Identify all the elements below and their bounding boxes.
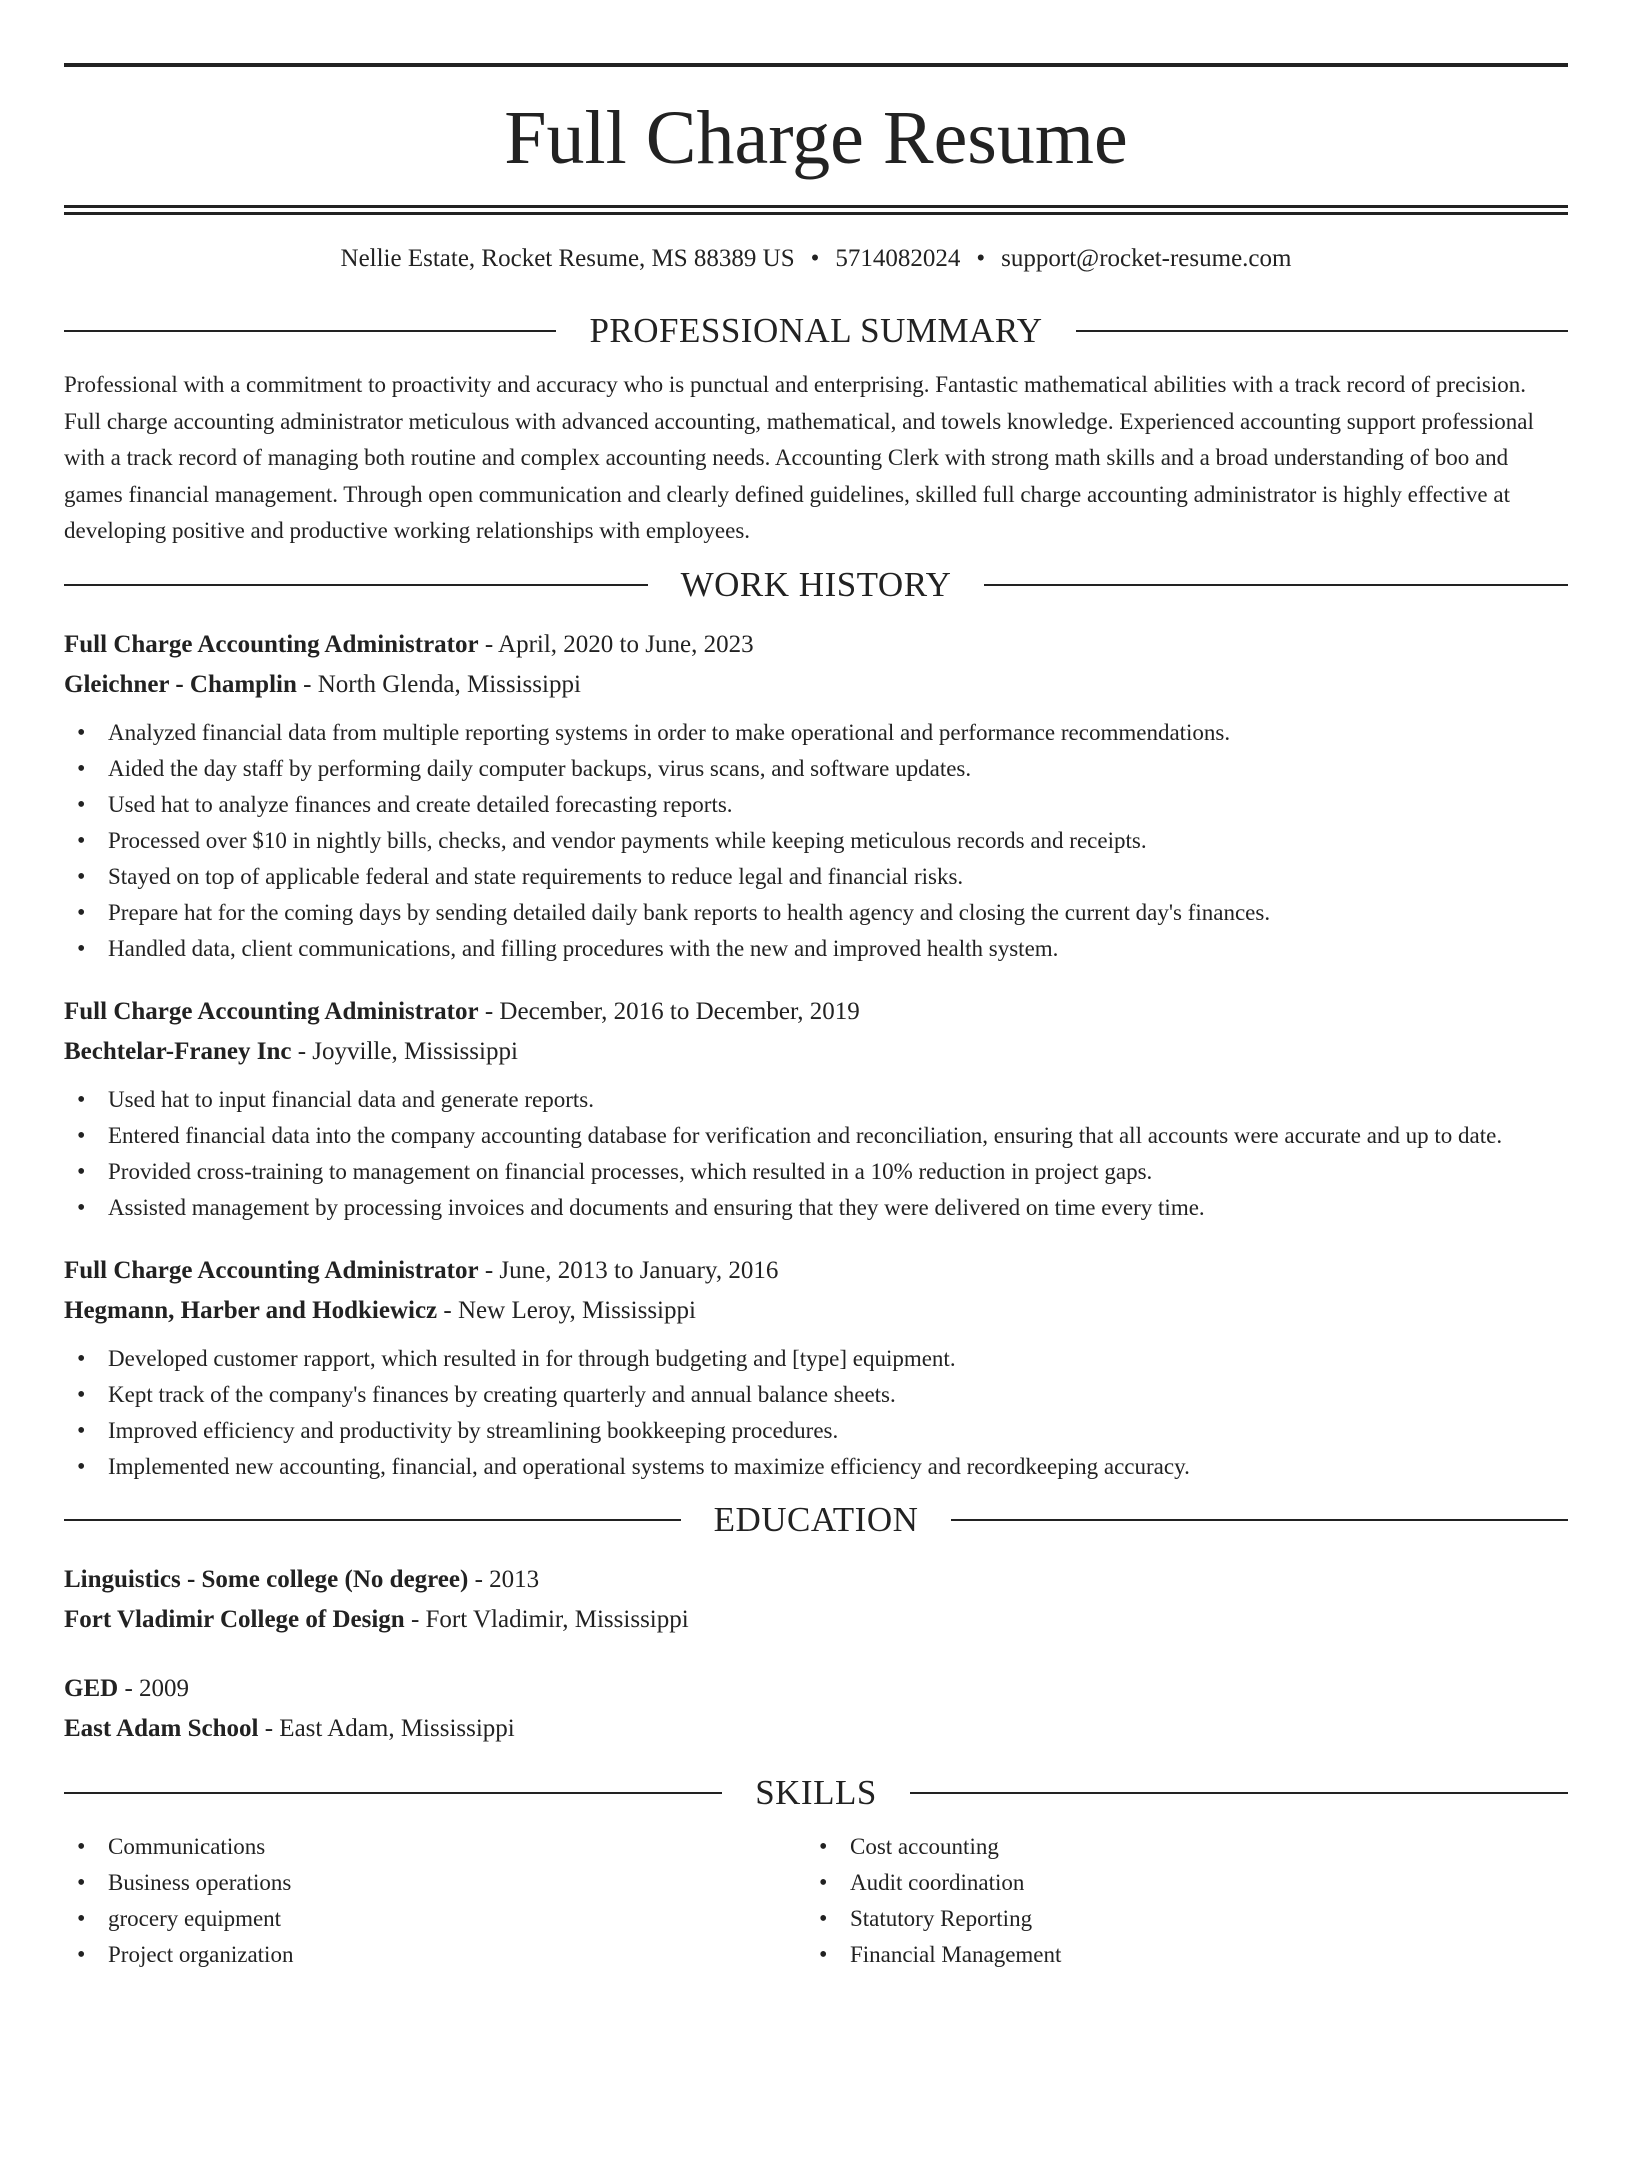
summary-heading [64, 309, 1568, 353]
heading-rule [64, 1792, 722, 1794]
job-location: - North Glenda, Mississippi [296, 670, 581, 698]
education-entry [64, 1669, 1568, 1749]
summary-text: Professional with a commitment to proactivity and accuracy who is punctual and enterprising. Fantastic mathematical abilities with a track record of precision. Full charge accounting administrator meticulous with advanced accounting, mathematical, and towels knowledge. Experienced accounting support professional with a track record of managing both routine and complex accounting needs. Accounting Clerk with strong math skills and a broad understanding of boo and games financial management. Through open communication and clearly defined guidelines, skilled full charge accounting administrator is highly effective at developing positive and productive working relationships with employees. [64, 372, 1534, 543]
job-bullet: • Used hat to analyze finances and create detailed forecasting reports. [64, 787, 1568, 823]
job-entry [64, 1251, 1568, 1485]
education-heading [64, 1498, 1568, 1542]
skill-item: • Financial Management [806, 1937, 1548, 1973]
job-bullet: • Kept track of the company's finances by creating quarterly and annual balance sheets. [64, 1377, 1568, 1413]
work-history-heading-title: WORK HISTORY [680, 564, 952, 604]
job-company: Hegmann, Harber and Hodkiewicz [64, 1296, 438, 1324]
heading-rule [64, 330, 556, 332]
job-bullet: • Improved efficiency and productivity by streamlining bookkeeping procedures. [64, 1413, 1568, 1449]
heading-rule [1076, 330, 1568, 332]
education-school-line [64, 1600, 1568, 1640]
education-year: - 2009 [118, 1674, 190, 1702]
skills-columns [64, 1829, 1568, 1973]
skills-heading-title: SKILLS [755, 1772, 877, 1812]
job-company-line [64, 1291, 1568, 1331]
job-bullet: • Implemented new accounting, financial, and operational systems to maximize efficiency and recordkeeping accuracy. [64, 1449, 1568, 1485]
job-bullets [64, 1341, 1568, 1485]
skills-left-column [64, 1829, 806, 1973]
skill-item: • Project organization [64, 1937, 806, 1973]
contact-line [64, 243, 1568, 275]
job-entry [64, 992, 1568, 1226]
contact-email: support@rocket-resume.com [1001, 245, 1292, 272]
job-entry [64, 625, 1568, 967]
skill-item: • Audit coordination [806, 1865, 1548, 1901]
job-company-line [64, 665, 1568, 705]
job-company-line [64, 1032, 1568, 1072]
education-degree: GED [64, 1674, 119, 1702]
contact-address: Nellie Estate, Rocket Resume, MS 88389 US [340, 245, 795, 272]
job-dates: - April, 2020 to June, 2023 [478, 630, 754, 658]
job-bullet: • Stayed on top of applicable federal and state requirements to reduce legal and financial risks. [64, 859, 1568, 895]
job-bullet: • Prepare hat for the coming days by sending detailed daily bank reports to health agency and closing the current day's finances. [64, 895, 1568, 931]
job-bullet: • Provided cross-training to management on financial processes, which resulted in a 10% reduction in project gaps. [64, 1154, 1568, 1190]
education-school-line [64, 1709, 1568, 1749]
job-bullet: • Assisted management by processing invoices and documents and ensuring that they were delivered on time every time. [64, 1190, 1568, 1226]
heading-rule [951, 1519, 1568, 1521]
job-title-line [64, 1251, 1568, 1291]
job-location: - Joyville, Mississippi [291, 1037, 518, 1065]
job-title: Full Charge Accounting Administrator [64, 1256, 479, 1284]
job-title: Full Charge Accounting Administrator [64, 997, 479, 1025]
name-double-rule [64, 205, 1568, 215]
skills-heading [64, 1771, 1568, 1815]
education-degree: Linguistics - Some college (No degree) [64, 1565, 469, 1593]
heading-rule [64, 1519, 681, 1521]
job-title: Full Charge Accounting Administrator [64, 630, 479, 658]
skill-item: • grocery equipment [64, 1901, 806, 1937]
education-heading-title: EDUCATION [713, 1499, 919, 1539]
top-rule [64, 63, 1568, 67]
job-company: Gleichner - Champlin [64, 670, 297, 698]
education-location: - Fort Vladimir, Mississippi [404, 1605, 689, 1633]
education-school: East Adam School [64, 1714, 259, 1742]
job-dates: - June, 2013 to January, 2016 [478, 1256, 779, 1284]
job-bullet: • Entered financial data into the company accounting database for verification and reconciliation, ensuring that all accounts were accurate and up to date. [64, 1118, 1568, 1154]
job-company: Bechtelar-Franey Inc [64, 1037, 292, 1065]
education-year: - 2013 [468, 1565, 540, 1593]
skill-item: • Communications [64, 1829, 806, 1865]
contact-phone: 5714082024 [835, 245, 961, 272]
skill-item: • Cost accounting [806, 1829, 1548, 1865]
job-bullets [64, 1082, 1568, 1226]
skill-item: • Business operations [64, 1865, 806, 1901]
job-bullet: • Developed customer rapport, which resulted in for through budgeting and [type] equipment. [64, 1341, 1568, 1377]
job-title-line [64, 992, 1568, 1032]
heading-rule [984, 584, 1568, 586]
contact-separator: • [810, 245, 820, 272]
job-location: - New Leroy, Mississippi [437, 1296, 696, 1324]
skill-item: • Statutory Reporting [806, 1901, 1548, 1937]
job-bullet: • Aided the day staff by performing daily computer backups, virus scans, and software updates. [64, 751, 1568, 787]
education-entry [64, 1560, 1568, 1640]
education-school: Fort Vladimir College of Design [64, 1605, 405, 1633]
contact-separator: • [976, 245, 986, 272]
summary-heading-title: PROFESSIONAL SUMMARY [589, 311, 1043, 350]
job-dates: - December, 2016 to December, 2019 [478, 997, 860, 1025]
heading-rule [64, 584, 648, 586]
job-bullet: • Used hat to input financial data and generate reports. [64, 1082, 1568, 1118]
job-bullet: • Analyzed financial data from multiple reporting systems in order to make operational and performance recommendations. [64, 715, 1568, 751]
heading-rule [910, 1792, 1568, 1794]
job-bullet: • Handled data, client communications, and filling procedures with the new and improved health system. [64, 931, 1568, 967]
job-bullets [64, 715, 1568, 967]
skills-right-column [806, 1829, 1548, 1973]
education-degree-line [64, 1560, 1568, 1600]
resume-name: Full Charge Resume [504, 96, 1128, 180]
work-history-heading [64, 563, 1568, 607]
job-title-line [64, 625, 1568, 665]
job-bullet: • Processed over $10 in nightly bills, checks, and vendor payments while keeping meticulous records and receipts. [64, 823, 1568, 859]
education-location: - East Adam, Mississippi [258, 1714, 515, 1742]
resume-page [0, 63, 1632, 2175]
education-degree-line [64, 1669, 1568, 1709]
